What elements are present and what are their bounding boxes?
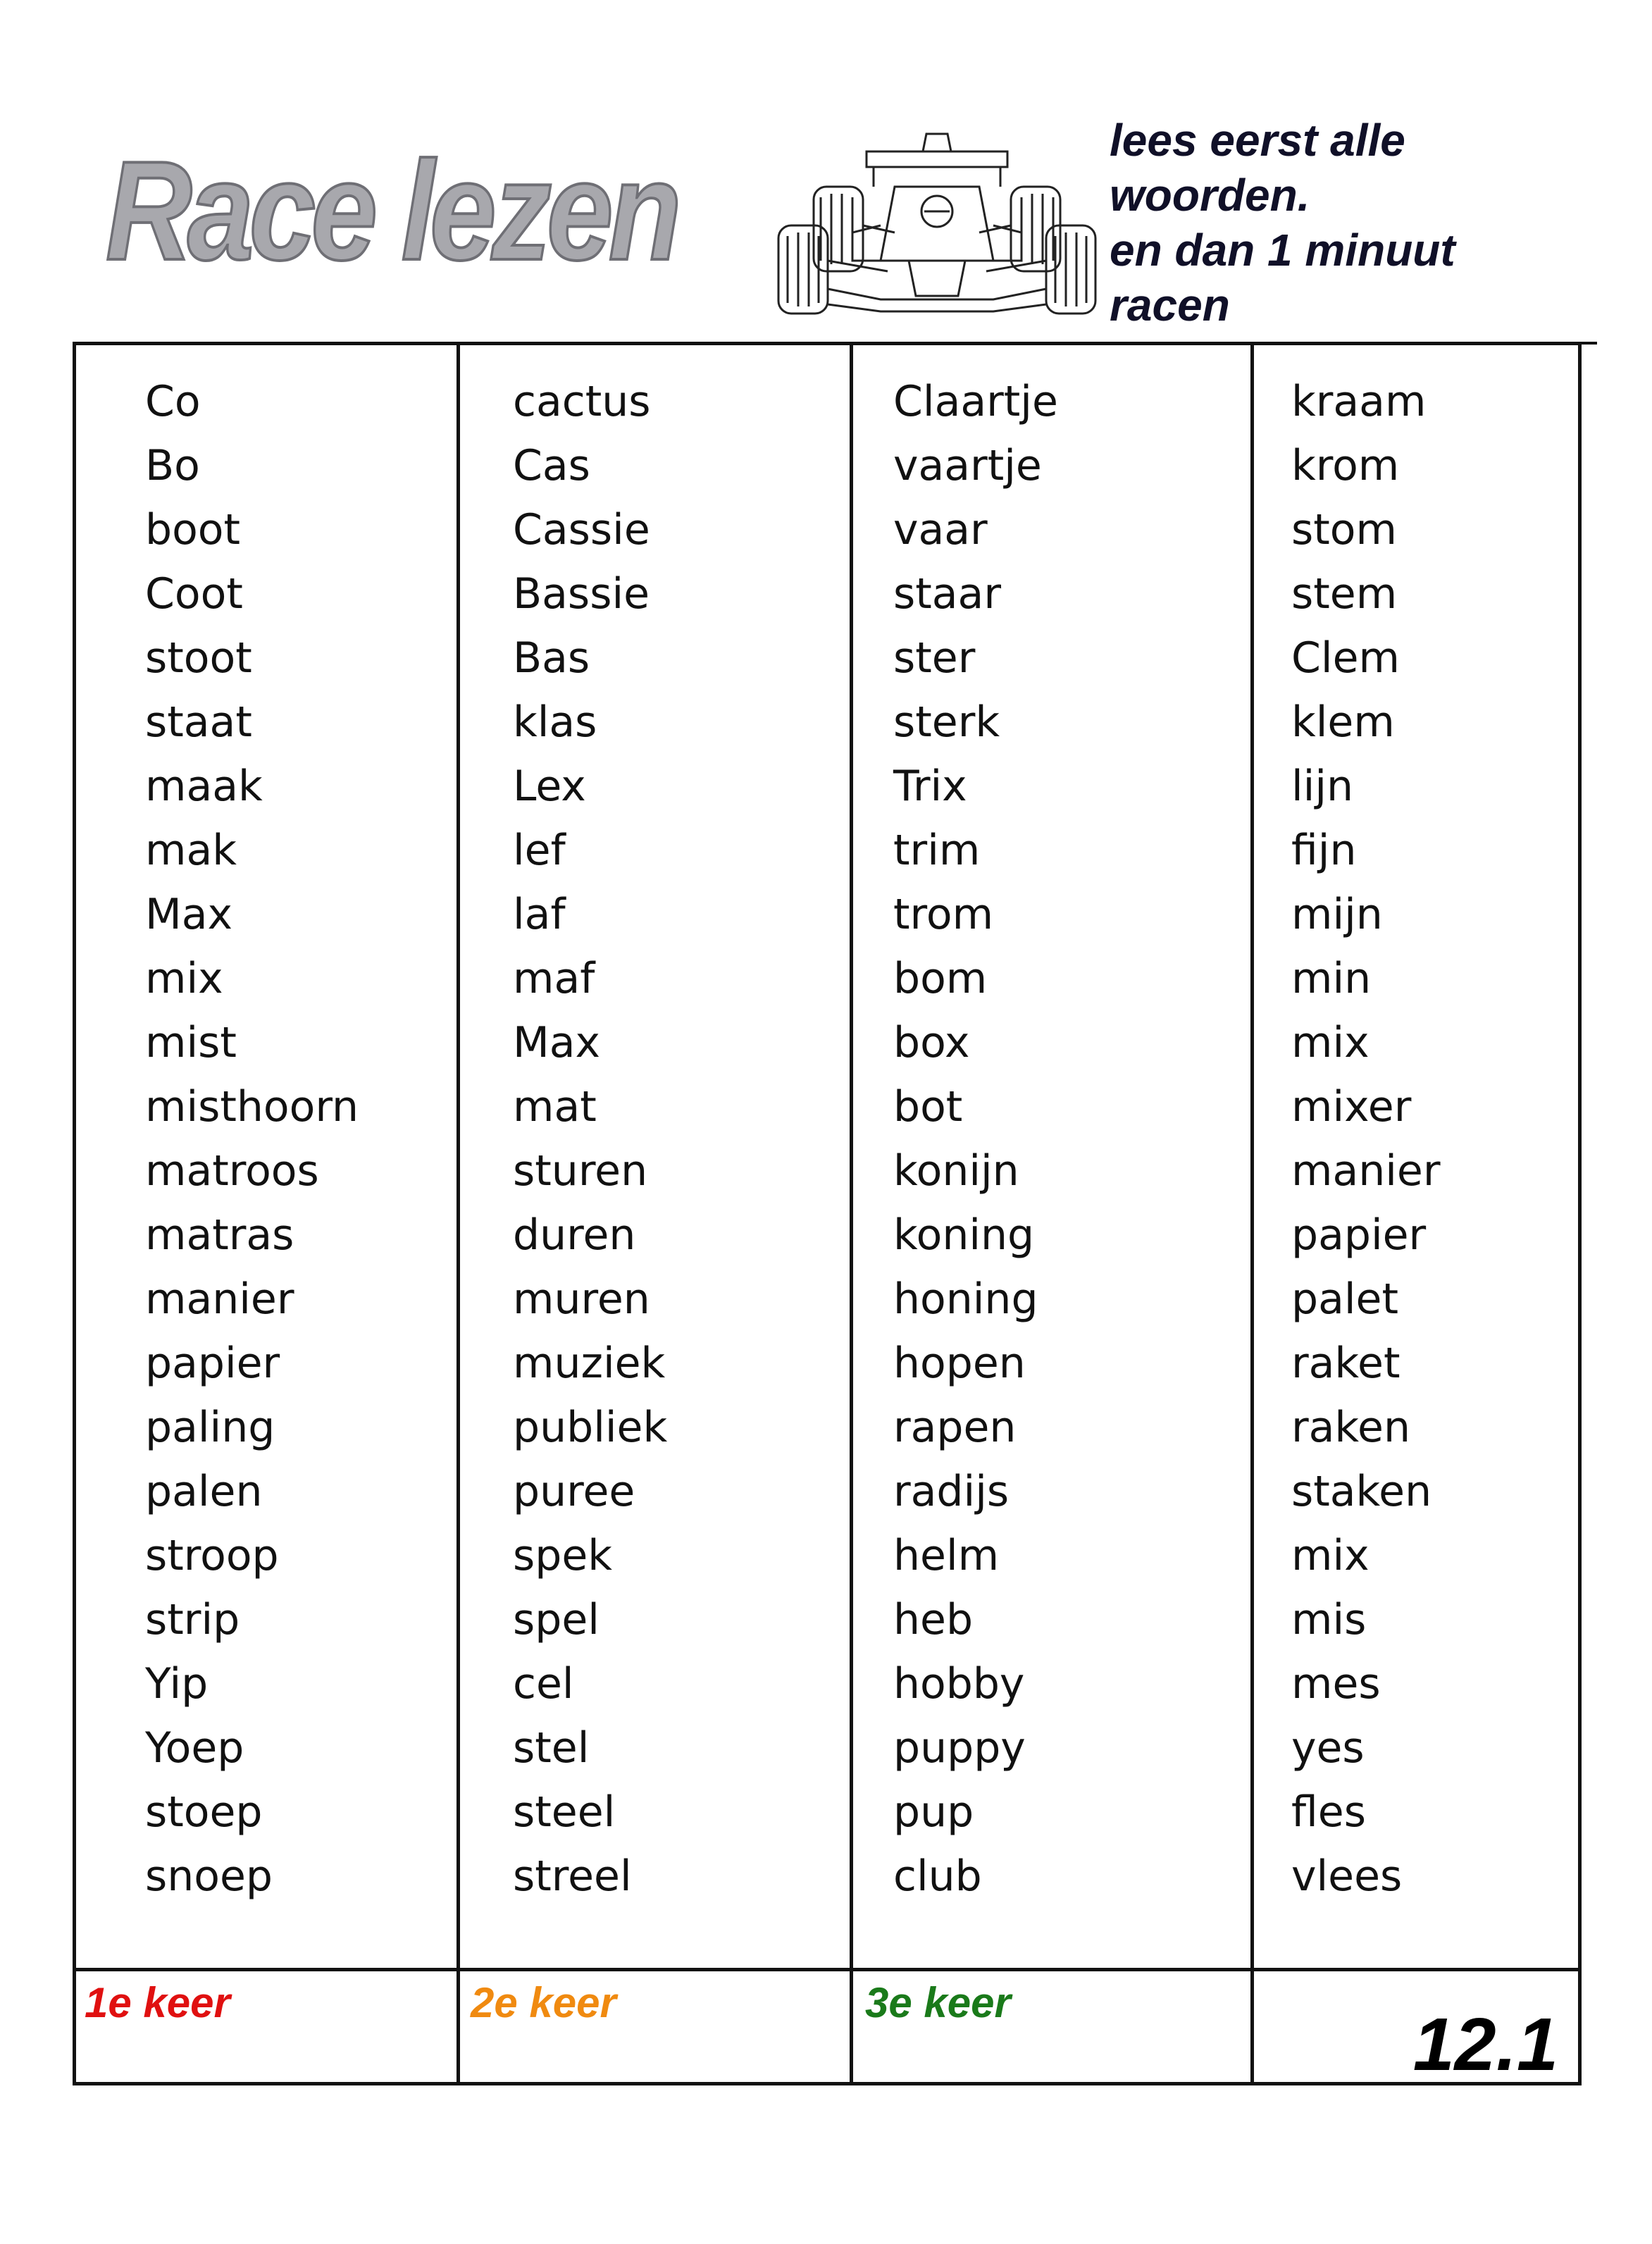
- word-item: bom: [893, 954, 988, 1003]
- word-item: Cassie: [513, 505, 650, 554]
- word-item: Bas: [513, 633, 590, 683]
- word-item: matras: [145, 1210, 294, 1260]
- word-table: [73, 342, 1582, 2085]
- word-item: hopen: [893, 1339, 1026, 1388]
- word-item: laf: [513, 890, 566, 939]
- word-item: maf: [513, 954, 595, 1003]
- word-item: puree: [513, 1467, 635, 1516]
- footer-divider: [76, 1968, 1578, 1971]
- word-column-3: [893, 370, 1058, 1909]
- word-item: hobby: [893, 1659, 1025, 1709]
- word-item: stem: [1291, 569, 1398, 619]
- word-item: stoot: [145, 633, 252, 683]
- word-item: yes: [1291, 1723, 1365, 1773]
- word-item: Trix: [893, 762, 967, 811]
- word-item: krom: [1291, 441, 1400, 490]
- word-item: misthoorn: [145, 1082, 359, 1132]
- word-item: stroop: [145, 1531, 279, 1580]
- word-item: ster: [893, 633, 976, 683]
- word-item: box: [893, 1018, 970, 1067]
- instruction-line: lees eerst alle: [1110, 115, 1405, 166]
- word-item: bot: [893, 1082, 963, 1132]
- word-item: matroos: [145, 1146, 319, 1196]
- word-item: helm: [893, 1531, 1000, 1580]
- column-divider: [850, 345, 853, 2082]
- word-item: duren: [513, 1210, 636, 1260]
- word-item: rapen: [893, 1403, 1017, 1452]
- word-item: honing: [893, 1275, 1038, 1324]
- page-number: 12.1: [1412, 2003, 1558, 2086]
- word-item: papier: [145, 1339, 280, 1388]
- word-item: vlees: [1291, 1852, 1403, 1901]
- word-item: mist: [145, 1018, 237, 1067]
- word-item: cel: [513, 1659, 574, 1709]
- word-item: pup: [893, 1787, 974, 1837]
- word-item: publiek: [513, 1403, 668, 1452]
- attempt-1-label: 1e keer: [85, 1979, 230, 2026]
- word-item: mes: [1291, 1659, 1381, 1709]
- word-item: Cas: [513, 441, 590, 490]
- word-item: fles: [1291, 1787, 1366, 1837]
- word-item: klas: [513, 698, 597, 747]
- word-item: spek: [513, 1531, 613, 1580]
- word-item: palen: [145, 1467, 263, 1516]
- word-item: muren: [513, 1275, 650, 1324]
- word-item: Yip: [145, 1659, 209, 1709]
- word-item: heb: [893, 1595, 974, 1644]
- word-item: steel: [513, 1787, 616, 1837]
- word-item: trim: [893, 826, 981, 875]
- word-item: sterk: [893, 698, 1000, 747]
- page-title: Race lezen: [106, 132, 677, 290]
- attempt-2-label: 2e keer: [471, 1979, 616, 2026]
- word-item: Lex: [513, 762, 586, 811]
- word-item: Bo: [145, 441, 200, 490]
- word-item: stel: [513, 1723, 590, 1773]
- word-column-2: [513, 370, 667, 1909]
- word-column-1: [145, 370, 359, 1909]
- word-item: radijs: [893, 1467, 1010, 1516]
- word-item: snoep: [145, 1852, 273, 1901]
- word-item: spel: [513, 1595, 600, 1644]
- instruction-line: racen: [1110, 280, 1230, 330]
- word-item: lef: [513, 826, 566, 875]
- word-item: staat: [145, 698, 252, 747]
- word-item: mak: [145, 826, 237, 875]
- word-item: mix: [145, 954, 223, 1003]
- word-item: mixer: [1291, 1082, 1412, 1132]
- word-item: sturen: [513, 1146, 648, 1196]
- instruction-line: woorden.: [1110, 170, 1310, 221]
- word-item: raken: [1291, 1403, 1410, 1452]
- instruction-line: en dan 1 minuut: [1110, 225, 1455, 275]
- word-item: club: [893, 1852, 982, 1901]
- word-item: manier: [1291, 1146, 1441, 1196]
- word-item: raket: [1291, 1339, 1401, 1388]
- word-item: muziek: [513, 1339, 666, 1388]
- word-item: klem: [1291, 698, 1395, 747]
- instructions: [1110, 113, 1603, 333]
- word-item: Coot: [145, 569, 243, 619]
- word-item: manier: [145, 1275, 294, 1324]
- word-item: cactus: [513, 377, 651, 426]
- column-divider: [1250, 345, 1254, 2082]
- word-item: Max: [513, 1018, 601, 1067]
- word-item: fijn: [1291, 826, 1357, 875]
- word-item: stom: [1291, 505, 1397, 554]
- word-item: Clem: [1291, 633, 1400, 683]
- word-item: streel: [513, 1852, 632, 1901]
- word-item: staken: [1291, 1467, 1432, 1516]
- word-item: puppy: [893, 1723, 1026, 1773]
- word-item: staar: [893, 569, 1001, 619]
- attempt-3-label: 3e keer: [865, 1979, 1011, 2026]
- word-item: Bassie: [513, 569, 650, 619]
- formula-race-car-icon: [775, 120, 1099, 324]
- word-item: maak: [145, 762, 263, 811]
- word-item: mix: [1291, 1531, 1370, 1580]
- word-item: Yoep: [145, 1723, 244, 1773]
- word-item: Max: [145, 890, 233, 939]
- word-item: palet: [1291, 1275, 1398, 1324]
- word-item: trom: [893, 890, 994, 939]
- word-item: lijn: [1291, 762, 1354, 811]
- column-divider: [457, 345, 460, 2082]
- word-item: Claartje: [893, 377, 1058, 426]
- word-item: konijn: [893, 1146, 1019, 1196]
- word-item: mat: [513, 1082, 597, 1132]
- word-item: mix: [1291, 1018, 1370, 1067]
- word-item: mijn: [1291, 890, 1383, 939]
- word-item: Co: [145, 377, 201, 426]
- word-item: stoep: [145, 1787, 263, 1837]
- word-item: vaartje: [893, 441, 1042, 490]
- word-item: strip: [145, 1595, 240, 1644]
- word-column-4: [1291, 370, 1441, 1909]
- word-item: papier: [1291, 1210, 1427, 1260]
- word-item: koning: [893, 1210, 1035, 1260]
- table-top-extension: [1582, 342, 1597, 345]
- word-item: boot: [145, 505, 241, 554]
- word-item: kraam: [1291, 377, 1427, 426]
- word-item: vaar: [893, 505, 988, 554]
- word-item: min: [1291, 954, 1372, 1003]
- word-item: mis: [1291, 1595, 1367, 1644]
- word-item: paling: [145, 1403, 275, 1452]
